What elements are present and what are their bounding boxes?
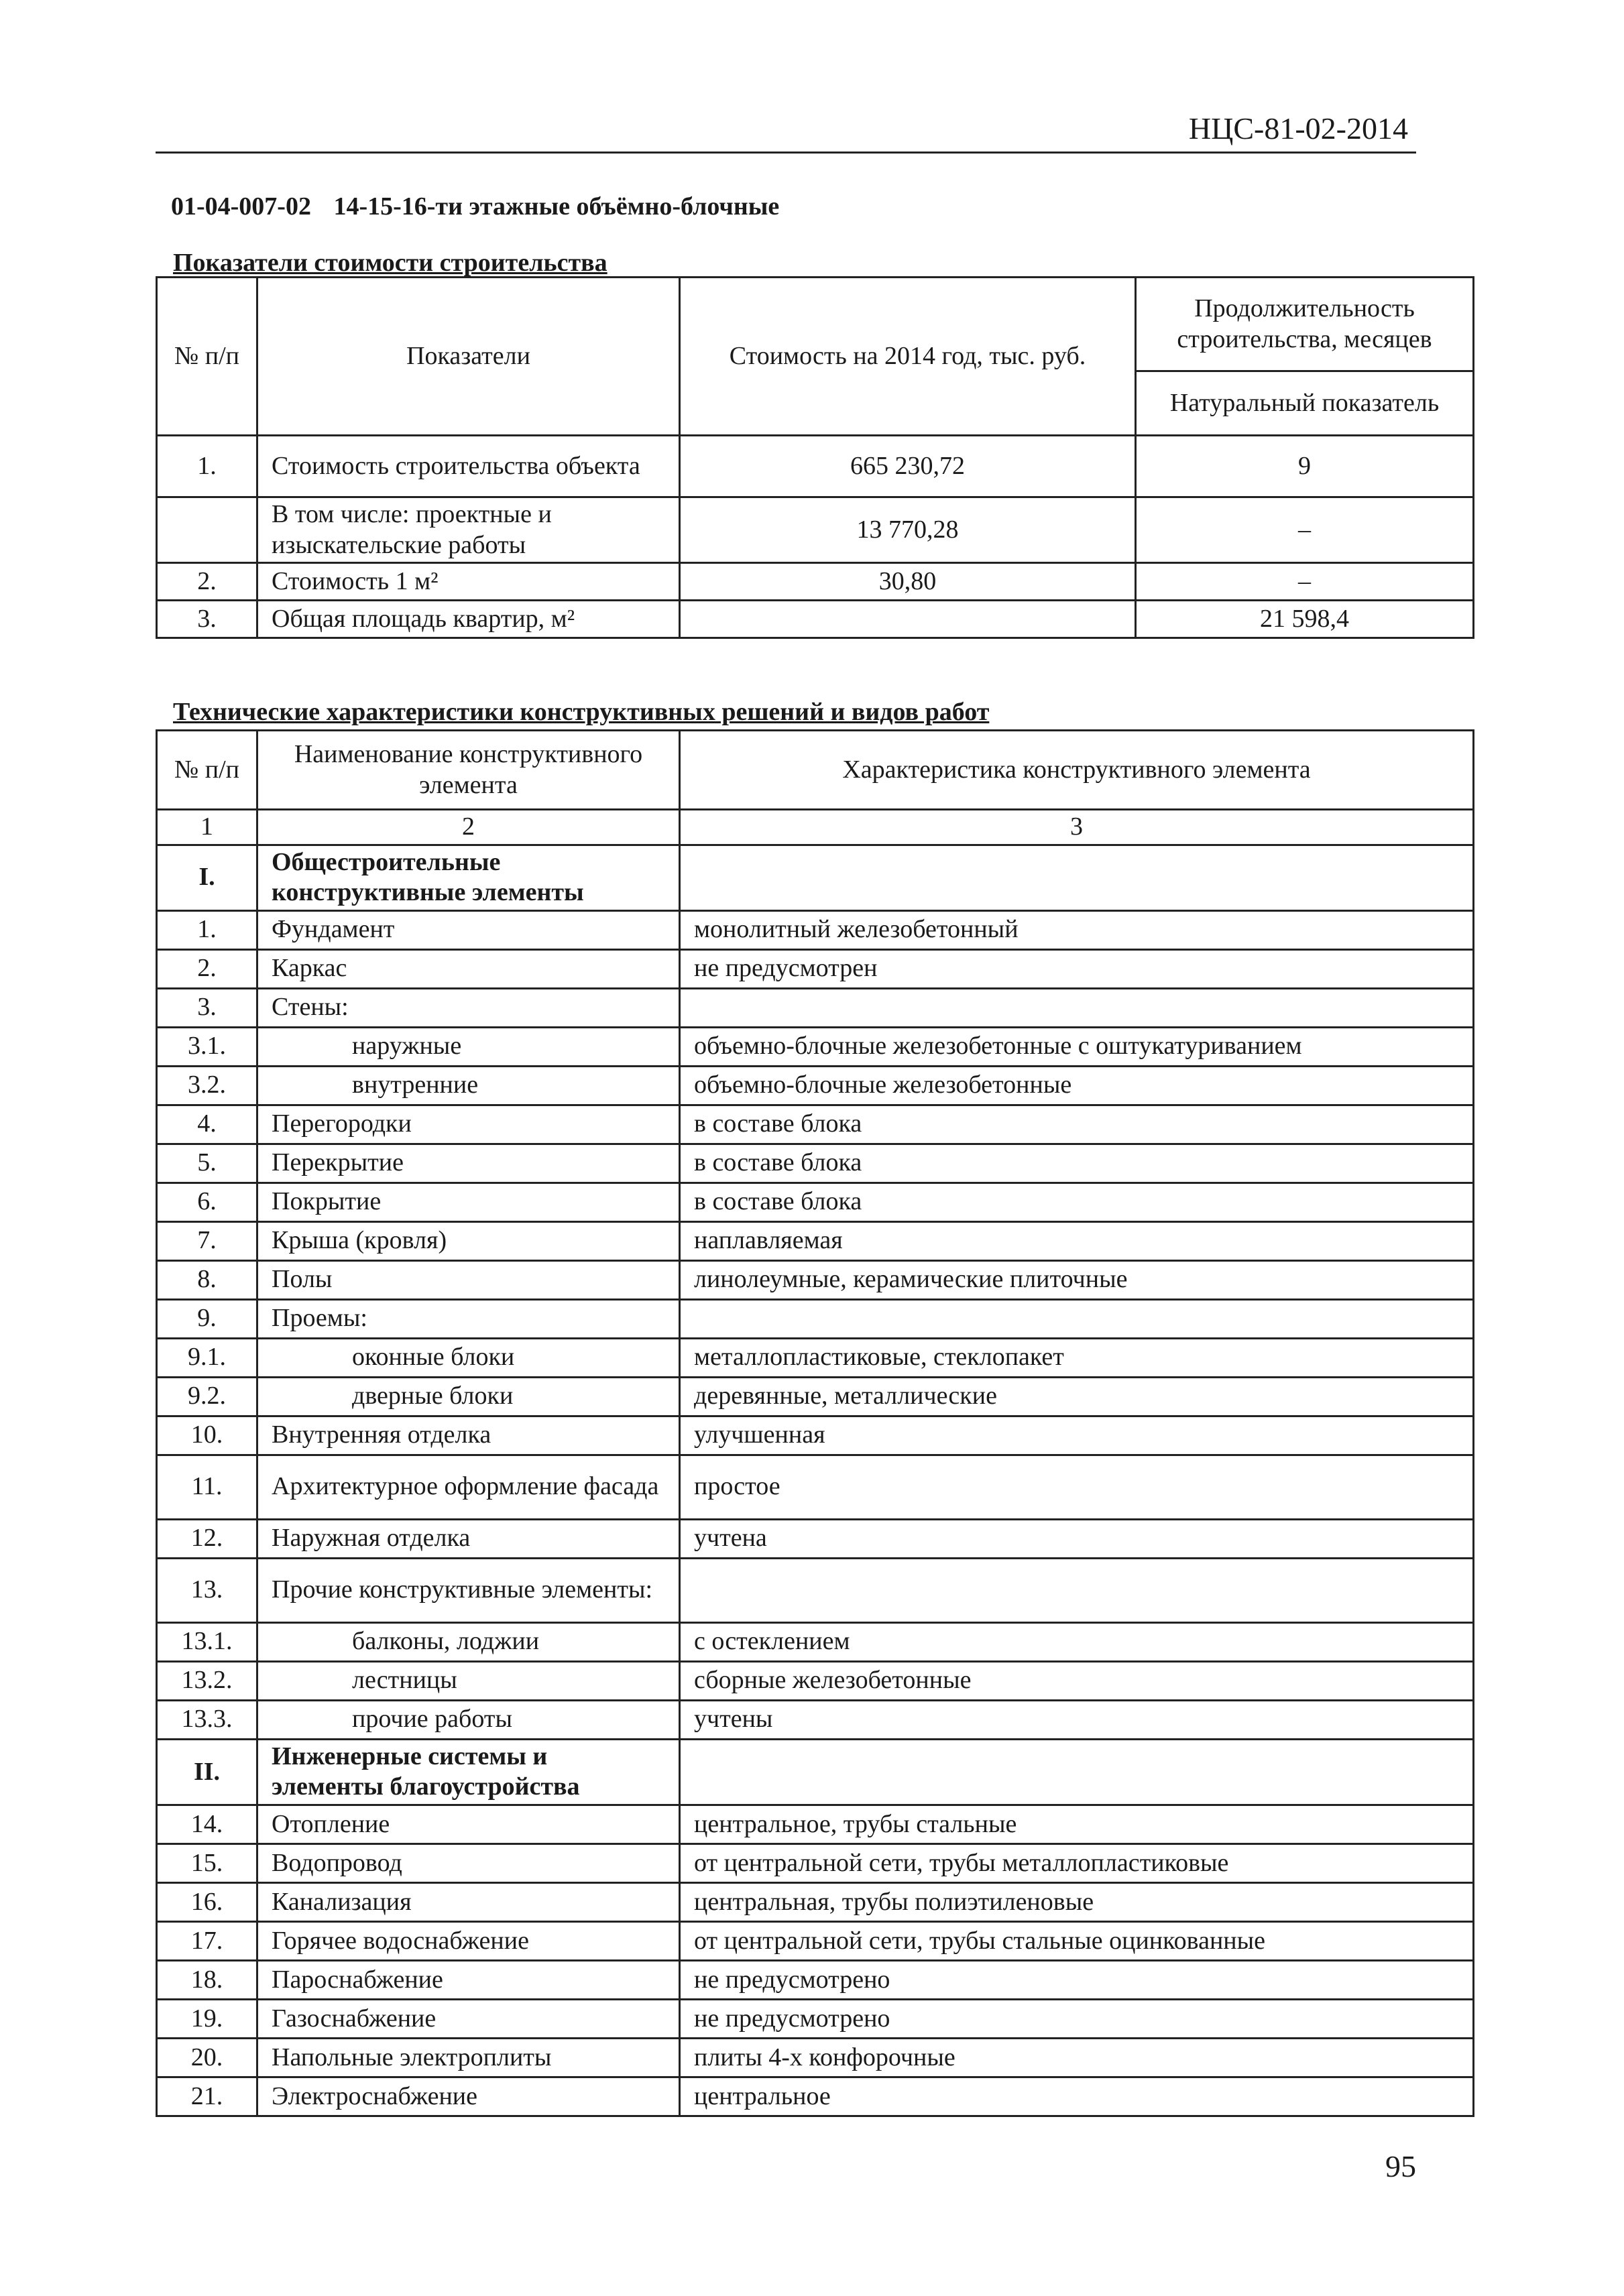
cost-row [157,601,1474,638]
document-code: НЦС-81-02-2014 [1188,111,1408,145]
tech-row-name: Электроснабжение [257,2077,680,2116]
tech-row [157,1377,1474,1416]
tech-row-characteristic: деревянные, металлические [680,1377,1474,1416]
tech-row [157,2038,1474,2077]
tech-row-number: 14. [157,1805,257,1844]
section-name: 14-15-16-ти этажные объёмно-блочные [333,192,780,221]
cost-row-value [680,601,1136,638]
tech-row [157,1519,1474,1558]
col-no-header: № п/п [157,278,257,436]
tech-row [157,1661,1474,1700]
tech-row-number: 9.1. [157,1338,257,1377]
tech-row-characteristic: в составе блока [680,1183,1474,1221]
tech-row-number: 21. [157,2077,257,2116]
technical-characteristics-table [156,729,1474,2117]
cost-indicators-table [156,276,1474,639]
section-code: 01-04-007-02 [171,192,311,221]
tech-row-number: 1. [157,910,257,949]
tech-row-number: 12. [157,1519,257,1558]
tech-row-name: оконные блоки [257,1338,680,1377]
tech-row [157,988,1474,1027]
col-duration-header: Продолжительность строительства, месяцев [1136,278,1474,371]
tech-row [157,1844,1474,1882]
tech-row [157,1960,1474,1999]
tech-row-name: Отопление [257,1805,680,1844]
tech-row-characteristic: центральное, трубы стальные [680,1805,1474,1844]
tech-row [157,949,1474,988]
tech-row-name: балконы, лоджии [257,1622,680,1661]
cost-row-name: Стоимость строительства объекта [257,436,680,497]
cost-row [157,563,1474,601]
tech-row-characteristic: линолеумные, керамические плиточные [680,1260,1474,1299]
tech-row-characteristic: простое [680,1455,1474,1519]
tech-row [157,1105,1474,1144]
tech-row-number: 15. [157,1844,257,1882]
tech-row-name: Пароснабжение [257,1960,680,1999]
tech-row-number: 18. [157,1960,257,1999]
cost-row-number: 3. [157,601,257,638]
cost-row-natural: – [1136,497,1474,563]
tech-row-characteristic: не предусмотрен [680,949,1474,988]
tech-row-name: Полы [257,1260,680,1299]
tech-row-number: 9.2. [157,1377,257,1416]
cost-row [157,497,1474,563]
tech-row-number: 6. [157,1183,257,1221]
tech-row-characteristic: плиты 4-х конфорочные [680,2038,1474,2077]
cost-row-value: 665 230,72 [680,436,1136,497]
tech-row-name: дверные блоки [257,1377,680,1416]
tech-row-name: Фундамент [257,910,680,949]
tech-row-characteristic: наплавляемая [680,1221,1474,1260]
tech-row-number: 8. [157,1260,257,1299]
tech-row-number: 5. [157,1144,257,1183]
tech-row [157,1299,1474,1338]
cost-row-value: 13 770,28 [680,497,1136,563]
tech-row-name: внутренние [257,1066,680,1105]
tech-row-characteristic: металлопластиковые, стеклопакет [680,1338,1474,1377]
tech-row-name: Прочие конструктивные элементы: [257,1558,680,1622]
tech-row-characteristic: улучшенная [680,1416,1474,1455]
tech-row-number: 4. [157,1105,257,1144]
col-indicator-header: Показатели [257,278,680,436]
tech-row-characteristic: сборные железобетонные [680,1661,1474,1700]
tech-row-characteristic: объемно-блочные железобетонные [680,1066,1474,1105]
tech-row-number: 16. [157,1882,257,1921]
tech-row-name: прочие работы [257,1700,680,1739]
tech-row [157,1260,1474,1299]
cost-row-number [157,497,257,563]
tech-row-name: Горячее водоснабжение [257,1921,680,1960]
tech-row-characteristic: учтена [680,1519,1474,1558]
tech-table-caption: Технические характеристики конструктивных решений и видов работ [173,698,990,726]
tech-row [157,1558,1474,1622]
tech-row [157,910,1474,949]
tech-row-number: 10. [157,1416,257,1455]
tech-row-characteristic: в составе блока [680,1105,1474,1144]
tech-row-number: 3.1. [157,1027,257,1066]
tech-row-name: Каркас [257,949,680,988]
tech-row [157,1221,1474,1260]
tech-row-name: Стены: [257,988,680,1027]
tech-row-name: Водопровод [257,1844,680,1882]
tech-row-number: 13.1. [157,1622,257,1661]
tech-col-name-header: Наименование конструктивного элемента [257,731,680,810]
tech-row [157,1416,1474,1455]
tech-row [157,1921,1474,1960]
tech-row-name: Наружная отделка [257,1519,680,1558]
tech-row-characteristic [680,1739,1474,1805]
cost-row-number: 1. [157,436,257,497]
tech-row [157,1455,1474,1519]
tech-row-name: Проемы: [257,1299,680,1338]
tech-row-number: 13. [157,1558,257,1622]
tech-row-number: 2. [157,949,257,988]
tech-row-name: наружные [257,1027,680,1066]
tech-row-name: Газоснабжение [257,1999,680,2038]
tech-row-name: Покрытие [257,1183,680,1221]
tech-col-char-header: Характеристика конструктивного элемента [680,731,1474,810]
tech-row [157,1882,1474,1921]
tech-row-characteristic: учтены [680,1700,1474,1739]
tech-row [157,1999,1474,2038]
tech-row [157,1622,1474,1661]
tech-row [157,845,1474,910]
section-title [171,192,779,221]
tech-row-characteristic [680,845,1474,910]
tech-row-characteristic: в составе блока [680,1144,1474,1183]
tech-row-number: II. [157,1739,257,1805]
cost-table-body [157,436,1474,638]
tech-row-characteristic: монолитный железобетонный [680,910,1474,949]
tech-row-name: Общестроительные конструктивные элементы [257,845,680,910]
cost-row-number: 2. [157,563,257,601]
tech-row [157,1066,1474,1105]
tech-row [157,1700,1474,1739]
tech-row [157,1144,1474,1183]
tech-row-name: Внутренняя отделка [257,1416,680,1455]
tech-row-characteristic [680,1558,1474,1622]
tech-row-number: 3.2. [157,1066,257,1105]
header-rule [156,152,1416,154]
tech-row-characteristic: не предусмотрено [680,1999,1474,2038]
tech-row-number: I. [157,845,257,910]
col-cost-header: Стоимость на 2014 год, тыс. руб. [680,278,1136,436]
tech-row-name: Инженерные системы и элементы благоустройства [257,1739,680,1805]
cost-row-name: Общая площадь квартир, м² [257,601,680,638]
tech-row-name: Перекрытие [257,1144,680,1183]
tech-row [157,1183,1474,1221]
tech-row [157,1805,1474,1844]
tech-row-characteristic: центральное [680,2077,1474,2116]
tech-row-number: 13.2. [157,1661,257,1700]
tech-row-number: 17. [157,1921,257,1960]
cost-row-name: В том числе: проектные и изыскательские работы [257,497,680,563]
tech-row-name: Канализация [257,1882,680,1921]
tech-row-number: 7. [157,1221,257,1260]
tech-row-characteristic: объемно-блочные железобетонные с оштукатуриванием [680,1027,1474,1066]
tech-col-no-header: № п/п [157,731,257,810]
cost-row-value: 30,80 [680,563,1136,601]
tech-row [157,1338,1474,1377]
tech-row [157,2077,1474,2116]
tech-row-name: Напольные электроплиты [257,2038,680,2077]
tech-row-characteristic: не предусмотрено [680,1960,1474,1999]
col-natural-header: Натуральный показатель [1136,371,1474,436]
tech-row-characteristic [680,988,1474,1027]
cost-row-natural: – [1136,563,1474,601]
tech-table-body [157,845,1474,2116]
cost-row [157,436,1474,497]
tech-row-name: Перегородки [257,1105,680,1144]
tech-row-name: Архитектурное оформление фасада [257,1455,680,1519]
tech-row-characteristic: от центральной сети, трубы стальные оцинкованные [680,1921,1474,1960]
cost-row-natural: 21 598,4 [1136,601,1474,638]
page-number: 95 [1385,2149,1416,2183]
tech-row-characteristic: от центральной сети, трубы металлопластиковые [680,1844,1474,1882]
column-number-2: 2 [257,810,680,845]
column-number-1: 1 [157,810,257,845]
tech-row-characteristic: с остеклением [680,1622,1474,1661]
tech-row-number: 20. [157,2038,257,2077]
tech-row [157,1739,1474,1805]
column-number-3: 3 [680,810,1474,845]
tech-row-number: 3. [157,988,257,1027]
tech-row-characteristic: центральная, трубы полиэтиленовые [680,1882,1474,1921]
tech-row [157,1027,1474,1066]
cost-row-name: Стоимость 1 м² [257,563,680,601]
tech-row-number: 9. [157,1299,257,1338]
tech-row-number: 11. [157,1455,257,1519]
tech-row-name: лестницы [257,1661,680,1700]
cost-row-natural: 9 [1136,436,1474,497]
cost-table-caption: Показатели стоимости строительства [173,249,607,277]
tech-row-number: 19. [157,1999,257,2038]
tech-row-characteristic [680,1299,1474,1338]
tech-row-number: 13.3. [157,1700,257,1739]
tech-row-name: Крыша (кровля) [257,1221,680,1260]
